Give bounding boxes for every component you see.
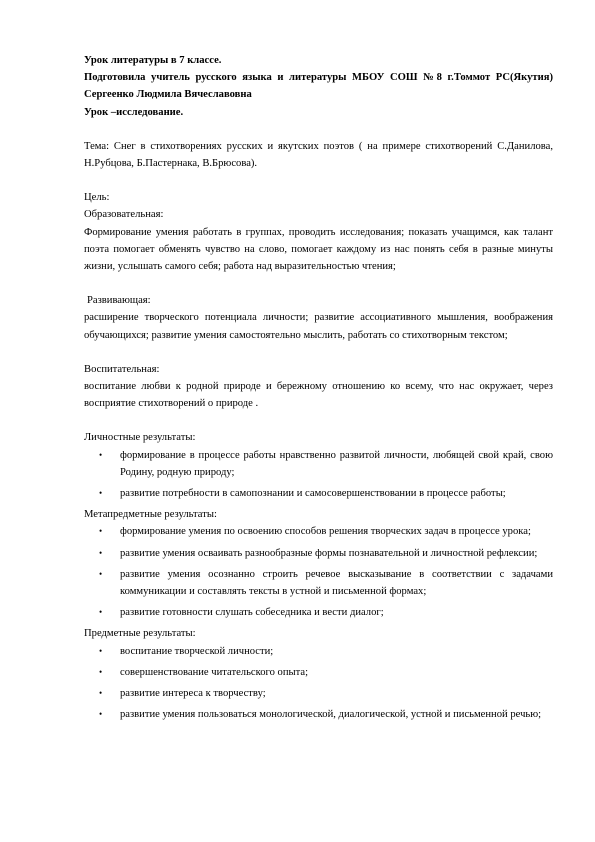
bullet-icon: • <box>99 526 103 537</box>
upbringing-heading: Воспитательная: <box>84 363 160 375</box>
educational-text: Формирование умения работать в группах, проводить исследования; показать учащимся, как талант поэта помогает обменять чувство на слово, помогает каждому из нас понять себя в разные минуты жизни, услышать самого себя; работа над выразительностью чтения; <box>84 226 553 273</box>
document-page <box>84 52 553 728</box>
bullet-icon: • <box>99 488 103 499</box>
list-item: • развитие готовности слушать собеседника и вести диалог; <box>84 604 553 621</box>
lesson-title: Урок литературы в 7 классе. <box>84 55 222 66</box>
list-item: • формирование умения по освоению способов решения творческих задач в процессе урока; <box>84 523 553 540</box>
bullet-icon: • <box>99 449 103 460</box>
goal-heading: Цель: <box>84 192 110 204</box>
meta-results-list <box>84 523 553 621</box>
list-item: • развитие умения осознанно строить речевое высказывание в соответствии с задачами коммуникации и составлять тексты в устной и письменной формах; <box>84 566 553 600</box>
educational-heading: Образовательная: <box>84 209 164 221</box>
bullet-icon: • <box>99 547 103 558</box>
developing-text: расширение творческого потенциала личности; развитие ассоциативного мышления, воображения обучающихся; развитие умения самостоятельно мыслить, работать со стихотворным текстом; <box>84 312 553 341</box>
list-item: • совершенствование читательского опыта; <box>84 664 553 681</box>
developing-heading: Развивающая: <box>87 295 151 307</box>
bullet-icon: • <box>99 709 103 720</box>
list-item: • развитие умения осваивать разнообразные формы познавательной и личностной рефлексии; <box>84 545 553 562</box>
subject-results-heading: Предметные результаты: <box>84 628 196 640</box>
list-item: • воспитание творческой личности; <box>84 643 553 660</box>
bullet-icon: • <box>99 645 103 656</box>
list-item: • развитие умения пользоваться монологической, диалогической, устной и письменной речью; <box>84 706 553 723</box>
lesson-topic: Тема: Снег в стихотворениях русских и якутских поэтов ( на примере стихотворений С.Данилова, Н.Рубцова, Б.Пастернака, В.Брюсова). <box>84 140 553 170</box>
personal-results-list <box>84 447 553 503</box>
bullet-icon: • <box>99 607 103 618</box>
subject-results-list <box>84 643 553 724</box>
bullet-icon: • <box>99 568 103 579</box>
list-item: • развитие интереса к творчеству; <box>84 685 553 702</box>
upbringing-text: воспитание любви к родной природе и бережному отношению ко всему, что нас окружает, через восприятие стихотворений о природе . <box>84 381 553 410</box>
list-item: • развитие потребности в самопознании и самосовершенствовании в процессе работы; <box>84 485 553 502</box>
personal-results-heading: Личностные результаты: <box>84 432 196 444</box>
bullet-icon: • <box>99 666 103 677</box>
author-line: Подготовила учитель русского языка и литературы МБОУ СОШ №8 г.Томмот РС(Якутия) Сергеенко Людмила Вячеславовна <box>84 72 553 101</box>
lesson-type: Урок –исследование. <box>84 106 184 118</box>
list-item: • формирование в процессе работы нравственно развитой личности, любящей свой край, свою Родину, родную природу; <box>84 447 553 481</box>
meta-results-heading: Метапредметные результаты: <box>84 509 217 521</box>
bullet-icon: • <box>99 688 103 699</box>
